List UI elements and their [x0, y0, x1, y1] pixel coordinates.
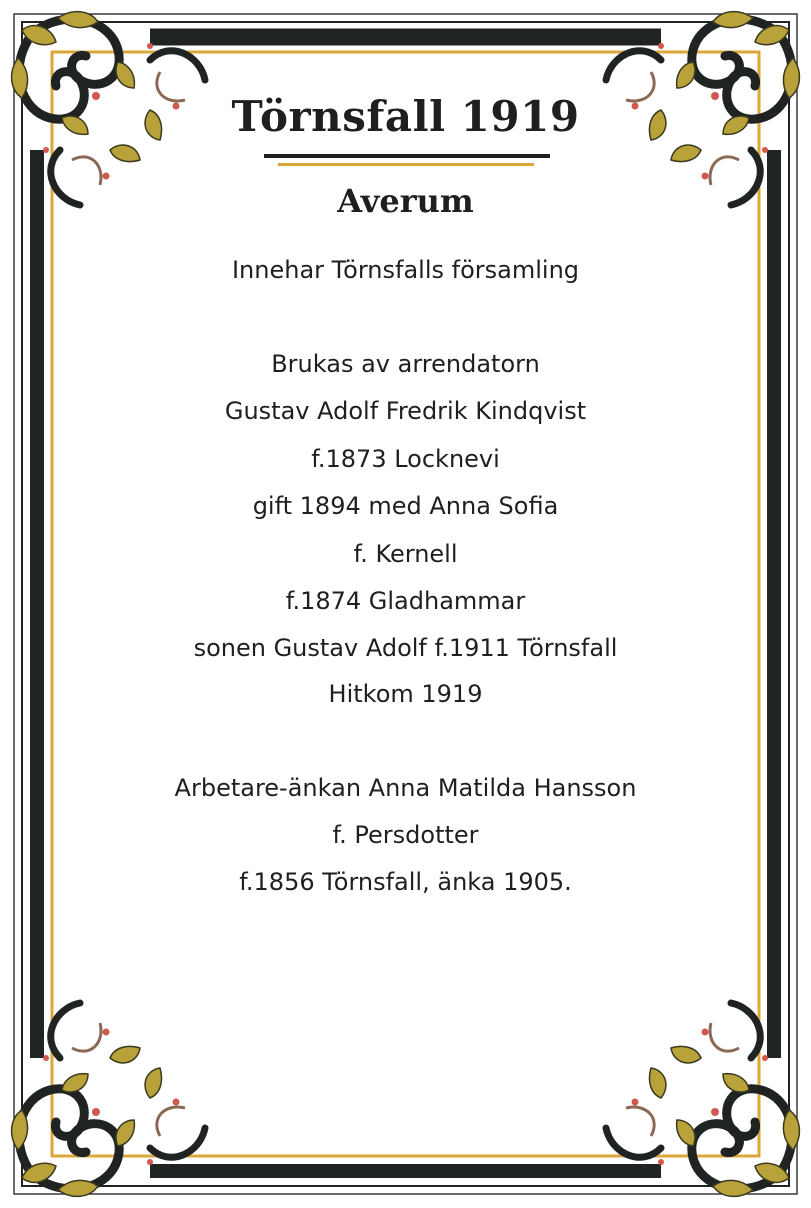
tenant-line-7: sonen Gustav Adolf f.1911 Törnsfall	[193, 634, 618, 662]
widow-line-2: f. Persdotter	[332, 821, 479, 849]
owner-line: Innehar Törnsfalls församling	[231, 256, 580, 284]
tenant-line-2: Gustav Adolf Fredrik Kindqvist	[224, 397, 587, 425]
tenant-line-3: f.1873 Locknevi	[311, 445, 500, 473]
title-underline-dark	[264, 154, 550, 158]
tenant-line-5: f. Kernell	[353, 540, 458, 568]
tenant-line-6: f.1874 Gladhammar	[285, 587, 526, 615]
widow-line-1: Arbetare-änkan Anna Matilda Hansson	[174, 774, 637, 802]
page-subtitle: Averum	[337, 182, 474, 220]
page-title: Törnsfall 1919	[231, 92, 580, 141]
title-underline-gold	[278, 163, 534, 166]
tenant-line-4: gift 1894 med Anna Sofia	[252, 492, 559, 520]
tenant-line-1: Brukas av arrendatorn	[271, 350, 540, 378]
tenant-line-8: Hitkom 1919	[328, 680, 483, 708]
widow-line-3: f.1856 Törnsfall, änka 1905.	[239, 868, 572, 896]
